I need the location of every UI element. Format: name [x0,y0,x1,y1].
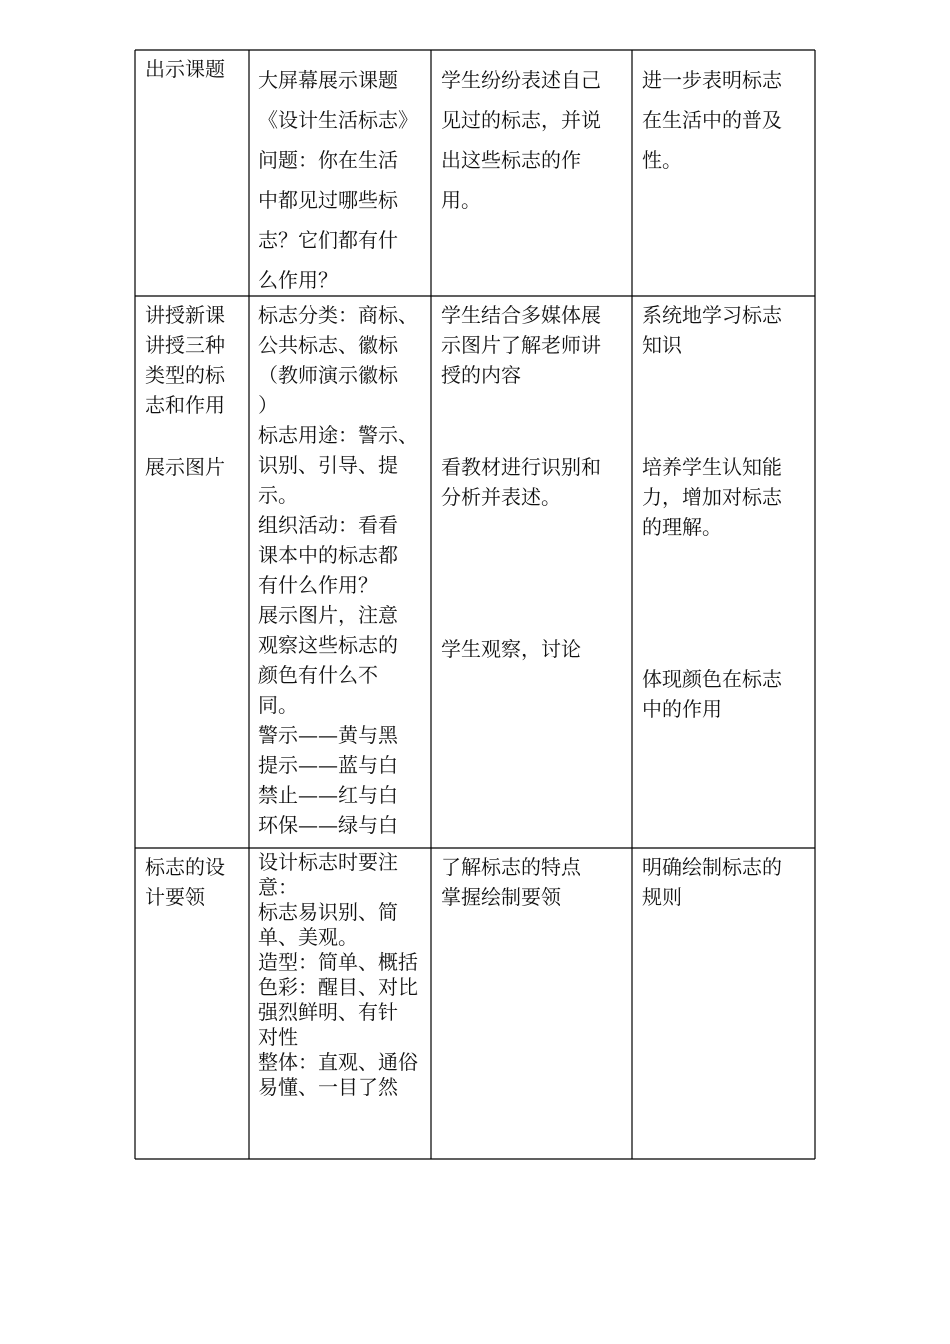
cell-line: 《设计生活标志》 [258,108,418,132]
cell-line: 观察这些标志的 [258,633,398,657]
cell-line: 性。 [642,148,682,172]
row2-student-cell-a [441,300,627,390]
cell-line: 意： [258,875,298,899]
row2-student-cell-c [441,634,627,664]
cell-line: 么作用？ [258,268,338,292]
cell-line: 培养学生认知能 [642,455,782,479]
cell-line: 知识 [642,333,682,357]
cell-line: 中的作用 [642,697,722,721]
cell-line: 整体：直观、通俗 [258,1050,418,1074]
cell-line: 问题：你在生活 [258,148,398,172]
cell-line: 见过的标志，并说 [441,108,601,132]
cell-line: 公共标志、徽标 [258,333,398,357]
cell-line: 看教材进行识别和 [441,455,601,479]
cell-line: 提示——蓝与白 [258,753,398,777]
cell-line: 标志易识别、简 [258,900,398,924]
cell-line: 授的内容 [441,363,521,387]
cell-line: 环保——绿与白 [258,813,398,837]
cell-line: 识别、引导、提 [258,453,398,477]
row3-stage-cell [145,852,245,912]
row1-student-cell [441,60,627,220]
cell-line: 色彩：醒目、对比 [258,975,418,999]
row2-stage-cell-b [145,452,245,482]
cell-line: 造型：简单、概括 [258,950,418,974]
row2-teacher-cell [258,300,424,840]
row3-teacher-cell [258,850,424,1100]
cell-line: 强烈鲜明、有针 [258,1000,398,1024]
cell-line: 标志的设 [145,855,225,879]
row1-teacher-cell [258,60,424,300]
cell-line: 掌握绘制要领 [441,885,561,909]
cell-line: 标志用途：警示、 [258,423,418,447]
cell-line: 中都见过哪些标 [258,188,398,212]
cell-line: 规则 [642,885,682,909]
cell-line: 学生观察，讨论 [441,637,581,661]
cell-line: 展示图片，注意 [258,603,398,627]
cell-line: 组织活动：看看 [258,513,398,537]
row1-purpose-cell [642,60,808,180]
row2-purpose-cell-c [642,664,808,724]
row2-purpose-cell-a [642,300,808,360]
cell-line: 单、美观。 [258,925,358,949]
row3-purpose-cell [642,852,808,912]
cell-line: 示。 [258,483,298,507]
row2-student-cell-b [441,452,627,512]
cell-line: 禁止——红与白 [258,783,398,807]
cell-line: 讲授新课 [145,303,225,327]
row2-stage-cell-a [145,300,245,420]
cell-line: 出这些标志的作 [441,148,581,172]
cell-line: 用。 [441,188,481,212]
cell-line: 志和作用 [145,393,225,417]
cell-line: 有什么作用？ [258,573,378,597]
cell-line: 分析并表述。 [441,485,561,509]
cell-line: 颜色有什么不 [258,663,378,687]
cell-line: 计要领 [145,885,205,909]
cell-line: 出示课题 [145,57,225,81]
cell-line: 展示图片 [145,455,225,479]
cell-line: 明确绘制标志的 [642,855,782,879]
cell-line: 设计标志时要注 [258,850,398,874]
cell-line: 学生纷纷表述自己 [441,68,601,92]
cell-line: 系统地学习标志 [642,303,782,327]
cell-line: 示图片了解老师讲 [441,333,601,357]
row2-purpose-cell-b [642,452,808,542]
cell-line: 警示——黄与黑 [258,723,398,747]
cell-line: 力，增加对标志 [642,485,782,509]
cell-line: 了解标志的特点 [441,855,581,879]
cell-line: 易懂、一目了然 [258,1075,398,1099]
cell-line: 标志分类：商标、 [258,303,418,327]
cell-line: ） [258,393,278,417]
cell-line: 同。 [258,693,298,717]
cell-line: 讲授三种 [145,333,225,357]
cell-line: 学生结合多媒体展 [441,303,601,327]
cell-line: 课本中的标志都 [258,543,398,567]
cell-line: 在生活中的普及 [642,108,782,132]
cell-line: 对性 [258,1025,298,1049]
cell-line: 类型的标 [145,363,225,387]
cell-line: （教师演示徽标 [258,363,398,387]
cell-line: 的理解。 [642,515,722,539]
cell-line: 进一步表明标志 [642,68,782,92]
row3-student-cell [441,852,627,912]
row1-stage-cell [145,54,245,84]
cell-line: 体现颜色在标志 [642,667,782,691]
cell-line: 志？它们都有什 [258,228,398,252]
cell-line: 大屏幕展示课题 [258,68,398,92]
